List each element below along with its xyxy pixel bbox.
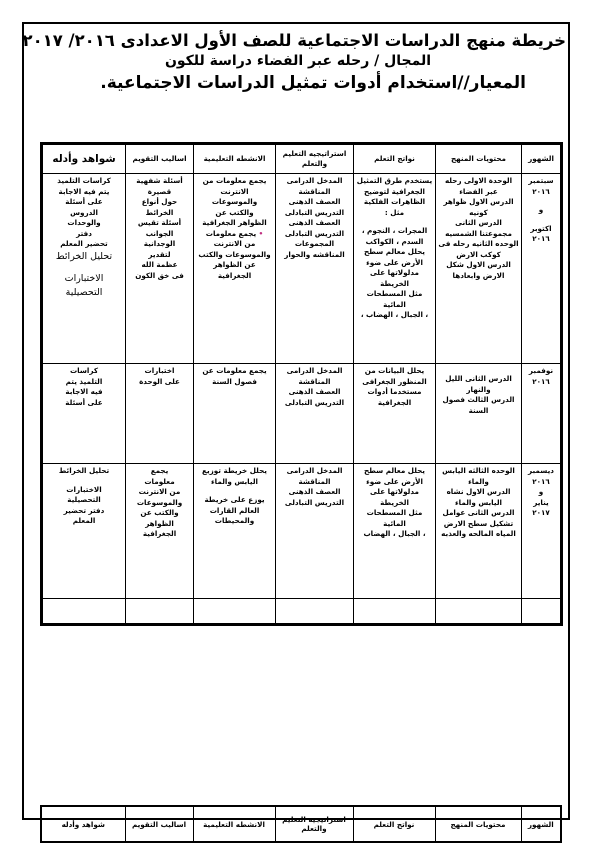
footer-activities: الانشطه التعليمية — [193, 806, 275, 842]
curriculum-table — [40, 142, 563, 626]
col-header-evidence: شواهد وأدله — [42, 144, 126, 174]
footer-outcomes: نواتج التعلم — [353, 806, 435, 842]
col-header-strategies: استراتيجيه التعليم والتعلم — [276, 144, 354, 174]
cell-evidence: تحليل الخرائط الاختبارات التحصيلية دفتر تحضير المعلم — [42, 464, 126, 599]
cell-months: سبتمبر ٢٠١٦ و اكتوبر ٢٠١٦ — [522, 174, 562, 364]
col-header-months: الشهور — [522, 144, 562, 174]
footer-months: الشهور — [521, 806, 561, 842]
title-line-2: المجال / رحله عبر الفضاء دراسة للكون — [164, 53, 432, 69]
cell-strategies: المدخل الدرامى المناقشة العصف الذهنى التدريس التبادلى — [276, 464, 354, 599]
footer-header-table — [40, 805, 562, 843]
table-row — [42, 364, 562, 464]
footer-assessment: اساليب التقويم — [125, 806, 193, 842]
footer-evidence: شواهد وأدله — [41, 806, 125, 842]
cell-outcomes: يحلل معالم سطح الأرض على ضوء مدلولاتها على الخريطة مثل المسطحات المائية ، الجبال ، الهضاب — [354, 464, 436, 599]
title-block — [22, 30, 566, 95]
cell-assessment: يجمع معلومات من الانترنت والموسوعات والكتب عن الظواهر الجغرافية — [126, 464, 194, 599]
title-line-1: خريطة منهج الدراسات الاجتماعية للصف الأول الاعدادى ٢٠١٦/ ٢٠١٧ — [22, 31, 566, 50]
cell-content: الوحده الثالثه اليابس والماء الدرس الاول نشاه اليابس والماء الدرس الثانى عوامل تشكيل سطح الارض المياه المالحه والعذبه — [436, 464, 522, 599]
table-row-empty — [42, 599, 562, 625]
cell-assessment: اختبارات على الوحدة — [126, 364, 194, 464]
cell-activities: يحلل خريطة توزيع اليابس والماء يوزع على خريطة العالم القارات والمحيطات — [194, 464, 276, 599]
cell-evidence: كراسات التلميذ يتم فيه الاجابة على أسئلة — [42, 364, 126, 464]
cell-months: نوفمبر ٢٠١٦ — [522, 364, 562, 464]
table-row — [42, 464, 562, 599]
col-header-activities: الانشطه التعليمية — [194, 144, 276, 174]
cell-strategies: المدخل الدرامى المناقشة العصف الذهنى التدريس التبادلى العصف الذهنى التدريس التبادلى المجموعات المناقشه والحوار — [276, 174, 354, 364]
col-header-assessment: اساليب التقويم — [126, 144, 194, 174]
title-line-3: المعيار//استخدام أدوات تمثيل الدراسات الاجتماعية. — [100, 73, 526, 93]
cell-months: ديسمبر ٢٠١٦ و يناير ٢٠١٧ — [522, 464, 562, 599]
footer-header-row — [41, 806, 561, 842]
col-header-content: محتويات المنهج — [436, 144, 522, 174]
table-row — [42, 174, 562, 364]
cell-evidence: كراسات التلميذ يتم فيه الاجابة على أسئلة الدروس والوحدات دفتر تحضير المعلم تحليل الخرائط الاختبارات التحصيلية — [42, 174, 126, 364]
cell-activities: يجمع معلومات عن فصول السنة — [194, 364, 276, 464]
footer-strategies: استراتيجيه التعليم والتعلم — [275, 806, 353, 842]
cell-strategies: المدخل الدرامى المناقشة العصف الذهنى التدريس التبادلى — [276, 364, 354, 464]
cell-outcomes: يستخدم طرق التمثيل الجغرافية لتوضيح الظاهرات الفلكية مثل : المجرات ، النجوم ، السدم ، الكواكب يحلل معالم سطح الأرض على ضوء مدلولاتها على الخريطة مثل المسطحات المائية ، الجبال ، الهضاب ، — [354, 174, 436, 364]
col-header-outcomes: نواتج التعلم — [354, 144, 436, 174]
cell-activities: يجمع معلومات من الانترنت والموسوعات والكتب عن الظواهر الجغرافية • يجمع معلومات من الانترنت والموسوعات والكتب عن الظواهر الجغرافية — [194, 174, 276, 364]
table-header-row — [42, 144, 562, 174]
cell-outcomes: يحلل البيانات من المنظور الجغرافى مستخدما أدوات الجغرافية — [354, 364, 436, 464]
cell-content: الوحدة الاولى رحله عبر الفضاء الدرس الاول ظواهر كونيه الدرس الثانى مجموعتنا الشمسيه الوحده الثانيه رحله فى كوكب الارض الدرس الاول شكل الارض وابعادها — [436, 174, 522, 364]
cell-content: الدرس الثانى الليل والنهار الدرس الثالث فصول السنة — [436, 364, 522, 464]
cell-assessment: أسئلة شفهية قصيرة حول أنواع الخرائط أسئلة تقيس الجوانب الوجدانية لتقدير عظمة الله فى خق الكون — [126, 174, 194, 364]
footer-content: محتويات المنهج — [435, 806, 521, 842]
bullet-dot-icon: • — [258, 228, 264, 238]
